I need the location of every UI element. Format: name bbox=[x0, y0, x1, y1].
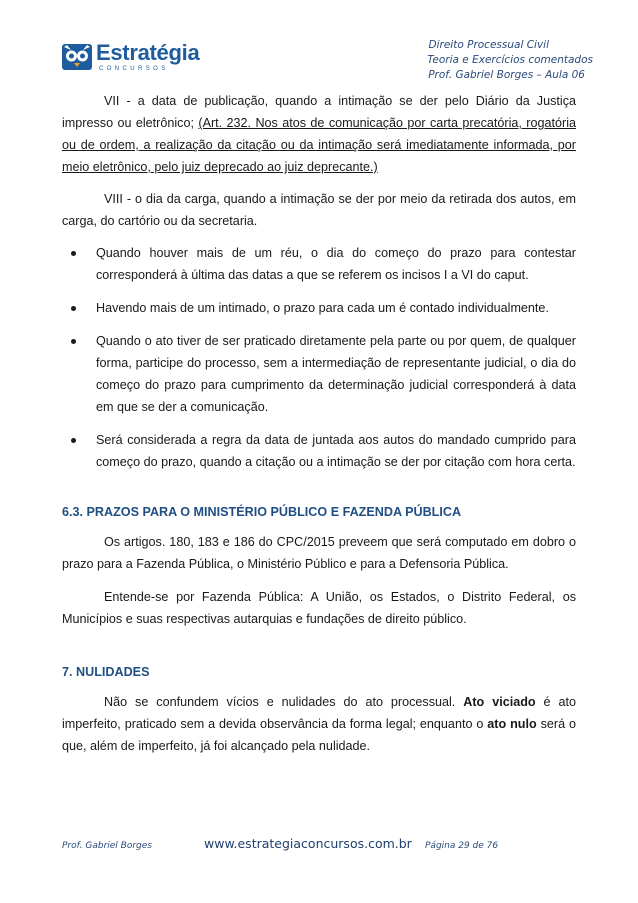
page-content bbox=[62, 90, 576, 757]
course-subtitle: Teoria e Exercícios comentados bbox=[427, 54, 593, 66]
list-item bbox=[62, 242, 576, 286]
nulidades-text-c: é ato imperfeito, praticado sem a devida observância da forma legal; enquanto o bbox=[62, 695, 576, 731]
nulidades-text-e: será o que, além de imperfeito, já foi alcançado pela nulidade. bbox=[62, 717, 576, 753]
footer-author: Prof. Gabriel Borges bbox=[62, 841, 152, 851]
list-item-text: Quando o ato tiver de ser praticado diretamente pela parte ou por quem, de qualquer forma, participe do processo, sem a intermediação de representante judicial, o dia do começo do prazo para cumprimento da determinação judicial corresponderá à data em que se der a comunicação. bbox=[96, 334, 576, 414]
bullet-icon bbox=[71, 339, 76, 344]
list-item-text: Será considerada a regra da data de juntada aos autos do mandado cumprido para começo do prazo, quando a citação ou a intimação se der por citação com hora certa. bbox=[96, 433, 576, 469]
estrategia-logo bbox=[62, 42, 222, 76]
paragraph-inciso-vii bbox=[62, 90, 576, 178]
inciso-vii-text: VII - a data de publicação, quando a intimação se der pelo Diário da Justiça impresso ou eletrônico; bbox=[62, 94, 576, 130]
nulidades-text-a: Não se confundem vícios e nulidades do ato processual. bbox=[104, 695, 464, 709]
paragraph-nulidades bbox=[62, 691, 576, 757]
footer-website-link[interactable]: www.estrategiaconcursos.com.br bbox=[204, 836, 412, 851]
paragraph-prazos-dobro: Os artigos. 180, 183 e 186 do CPC/2015 preveem que será computado em dobro o prazo para a Fazenda Pública, o Ministério Público e para a Defensoria Pública. bbox=[62, 535, 576, 571]
footer-page-number: Página 29 de 76 bbox=[425, 841, 499, 851]
list-item bbox=[62, 330, 576, 418]
paragraph-fazenda-publica: Entende-se por Fazenda Pública: A União, os Estados, o Distrito Federal, os Municípios e suas respectivas autarquias e fundações de direito público. bbox=[62, 590, 576, 626]
bullet-icon bbox=[71, 251, 76, 256]
bullet-icon bbox=[71, 306, 76, 311]
list-item bbox=[62, 429, 576, 473]
list-item-text: Havendo mais de um intimado, o prazo para cada um é contado individualmente. bbox=[96, 301, 549, 315]
course-title: Direito Processual Civil bbox=[428, 39, 549, 51]
art-232-underlined: (Art. 232. Nos atos de comunicação por carta precatória, rogatória ou de ordem, a realização da citação ou da intimação será imediatamente informada, por meio eletrônico, pelo juiz deprecado ao juiz deprecante.) bbox=[62, 116, 576, 174]
ato-viciado-term: Ato viciado bbox=[463, 695, 536, 709]
section-heading-7: 7. NULIDADES bbox=[62, 665, 150, 679]
logo-wordmark: Estratégia bbox=[96, 40, 200, 65]
list-item-text: Quando houver mais de um réu, o dia do começo do prazo para contestar corresponderá à última das datas a que se referem os incisos I a VI do caput. bbox=[96, 246, 576, 282]
ato-nulo-term: ato nulo bbox=[487, 717, 537, 731]
bullet-icon bbox=[71, 438, 76, 443]
list-item bbox=[62, 297, 576, 319]
lesson-info: Prof. Gabriel Borges – Aula 06 bbox=[428, 69, 585, 81]
paragraph-inciso-viii: VIII - o dia da carga, quando a intimação se der por meio da retirada dos autos, em carga, do cartório ou da secretaria. bbox=[62, 192, 576, 228]
owl-logo-icon bbox=[62, 44, 92, 70]
course-header bbox=[427, 38, 593, 83]
bullet-list bbox=[62, 242, 576, 473]
logo-subtitle: CONCURSOS bbox=[99, 66, 169, 72]
section-heading-6-3: 6.3. PRAZOS PARA O MINISTÉRIO PÚBLICO E FAZENDA PÚBLICA bbox=[62, 505, 462, 519]
